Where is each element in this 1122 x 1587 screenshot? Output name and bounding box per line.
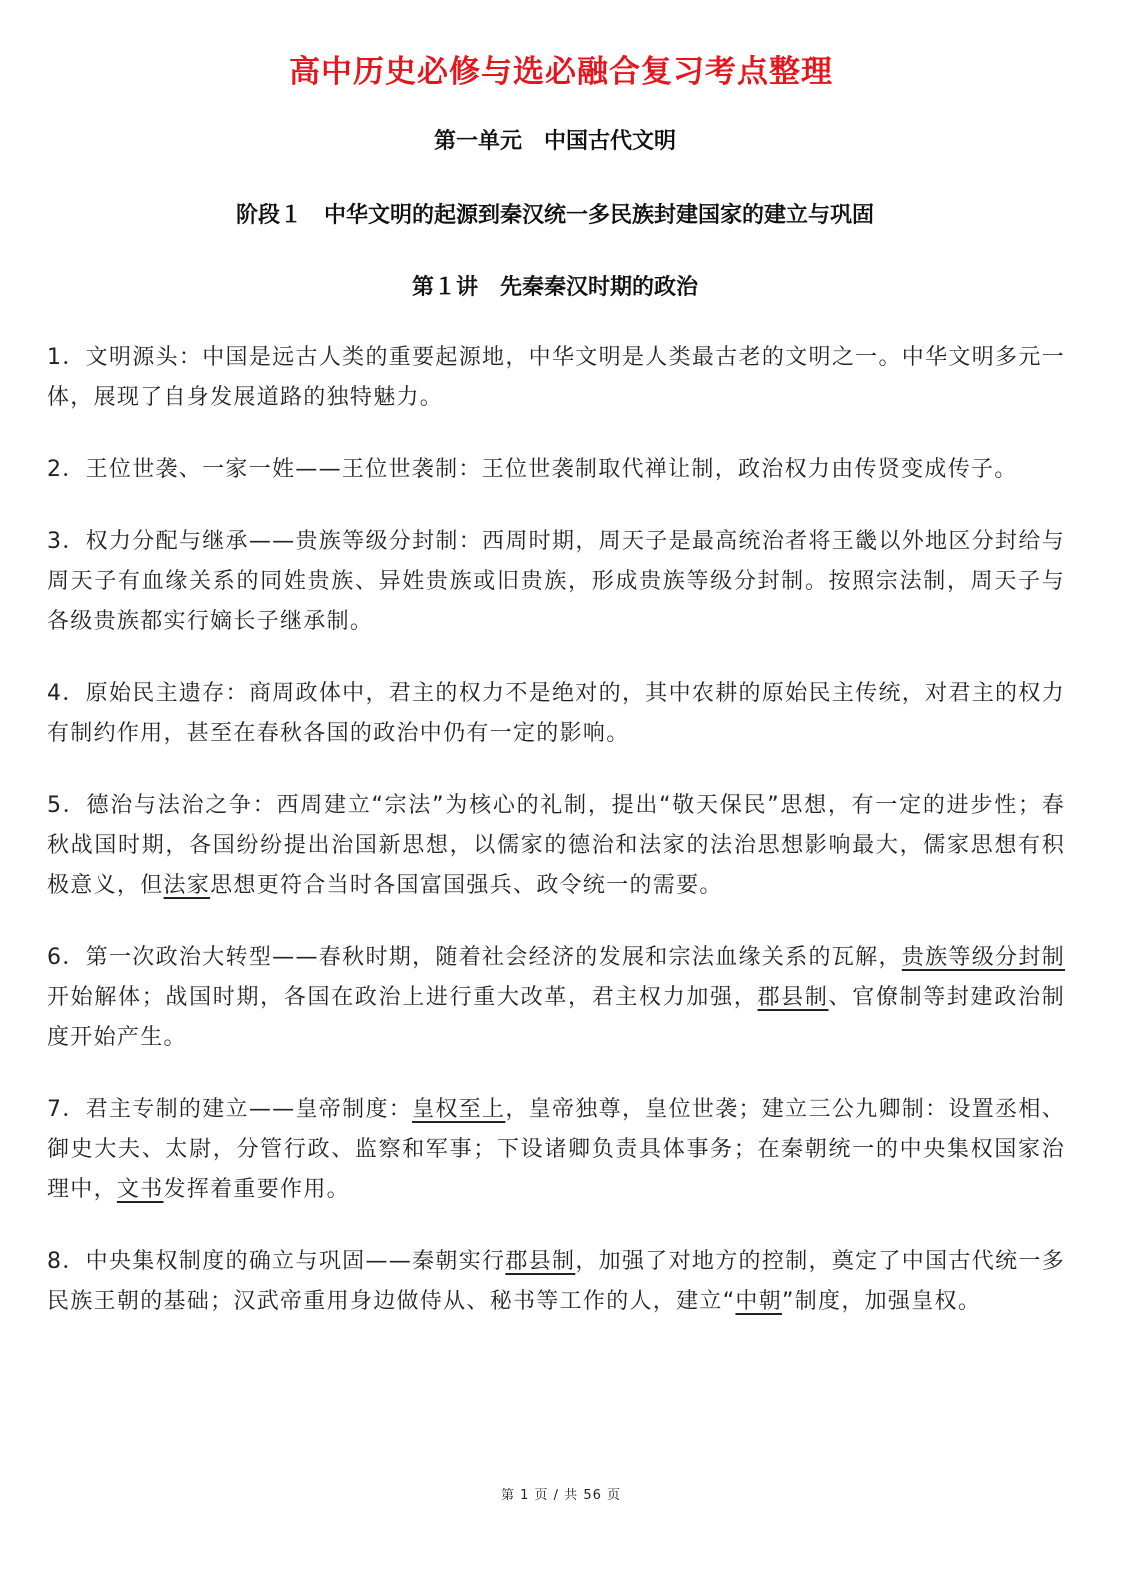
text-segment: 8．中央集权制度的确立与巩固——秦朝实行 [47, 1249, 506, 1274]
text-segment: 6．第一次政治大转型——春秋时期，随着社会经济的发展和宗法血缘关系的瓦解， [47, 945, 902, 970]
underlined-term: 中朝 [735, 1289, 783, 1314]
key-point-1 [47, 338, 1065, 418]
underlined-term: 郡县制 [505, 1249, 576, 1274]
text-segment: ”制度，加强皇权。 [782, 1289, 982, 1314]
key-point-8 [47, 1242, 1065, 1322]
text-segment: 思想更符合当时各国富国强兵、政令统一的需要。 [210, 873, 723, 898]
page-footer: 第 1 页 / 共 56 页 [501, 1488, 621, 1503]
key-point-6 [47, 938, 1065, 1058]
text-segment: 3．权力分配与继承——贵族等级分封制：西周时期，周天子是最高统治者将王畿以外地区分封给与周天子有血缘关系的同姓贵族、异姓贵族或旧贵族，形成贵族等级分封制。按照宗法制，周天子与各级贵族都实行嫡长子继承制。 [47, 529, 1065, 634]
key-point-7 [47, 1090, 1065, 1210]
unit-heading: 第一单元 中国古代文明 [433, 129, 676, 154]
stage-heading: 阶段１ 中华文明的起源到秦汉统一多民族封建国家的建立与巩固 [235, 203, 874, 228]
text-segment: 5．德治与法治之争：西周建立“宗法”为核心的礼制，提出“敬天保民”思想，有一定的进步性；春秋战国时期，各国纷纷提出治国新思想，以儒家的德治和法家的法治思想影响最大，儒家思想有积极意义，但 [47, 793, 1065, 898]
text-segment: 发挥着重要作用。 [163, 1177, 350, 1202]
text-segment: 4．原始民主遗存：商周政体中，君主的权力不是绝对的，其中农耕的原始民主传统，对君主的权力有制约作用，甚至在春秋各国的政治中仍有一定的影响。 [47, 681, 1065, 746]
document-title: 高中历史必修与选必融合复习考点整理 [289, 54, 833, 90]
lecture-heading: 第１讲 先秦秦汉时期的政治 [411, 275, 698, 300]
text-segment: ，加强了对地方的控制，奠定了中国古代统一多民族王朝的基础；汉武帝重用身边做侍从、秘书等工作的人，建立“ [47, 1249, 1066, 1314]
underlined-term: 文书 [116, 1177, 164, 1202]
text-segment: 1．文明源头：中国是远古人类的重要起源地，中华文明是人类最古老的文明之一。中华文明多元一体，展现了自身发展道路的独特魅力。 [47, 345, 1065, 410]
text-segment: 7．君主专制的建立——皇帝制度： [47, 1097, 413, 1122]
text-segment: 开始解体；战国时期，各国在政治上进行重大改革，君主权力加强， [47, 985, 758, 1010]
key-point-2 [47, 450, 1065, 490]
key-points-list [47, 338, 1065, 1354]
text-segment: 2．王位世袭、一家一姓——王位世袭制：王位世袭制取代禅让制，政治权力由传贤变成传子。 [47, 457, 1018, 482]
underlined-term: 法家 [163, 873, 211, 898]
key-point-5 [47, 786, 1065, 906]
key-point-3 [47, 522, 1065, 642]
text-segment: ，皇帝独尊，皇位世袭；建立三公九卿制：设置丞相、御史大夫、太尉，分管行政、监察和军事；下设诸卿负责具体事务；在秦朝统一的中央集权国家治理中， [47, 1097, 1065, 1202]
key-point-4 [47, 674, 1065, 754]
text-segment: 、官僚制等封建政治制度开始产生。 [47, 985, 1065, 1050]
underlined-term: 贵族等级分封制 [901, 945, 1065, 970]
underlined-term: 郡县制 [757, 985, 829, 1010]
underlined-term: 皇权至上 [412, 1097, 506, 1122]
